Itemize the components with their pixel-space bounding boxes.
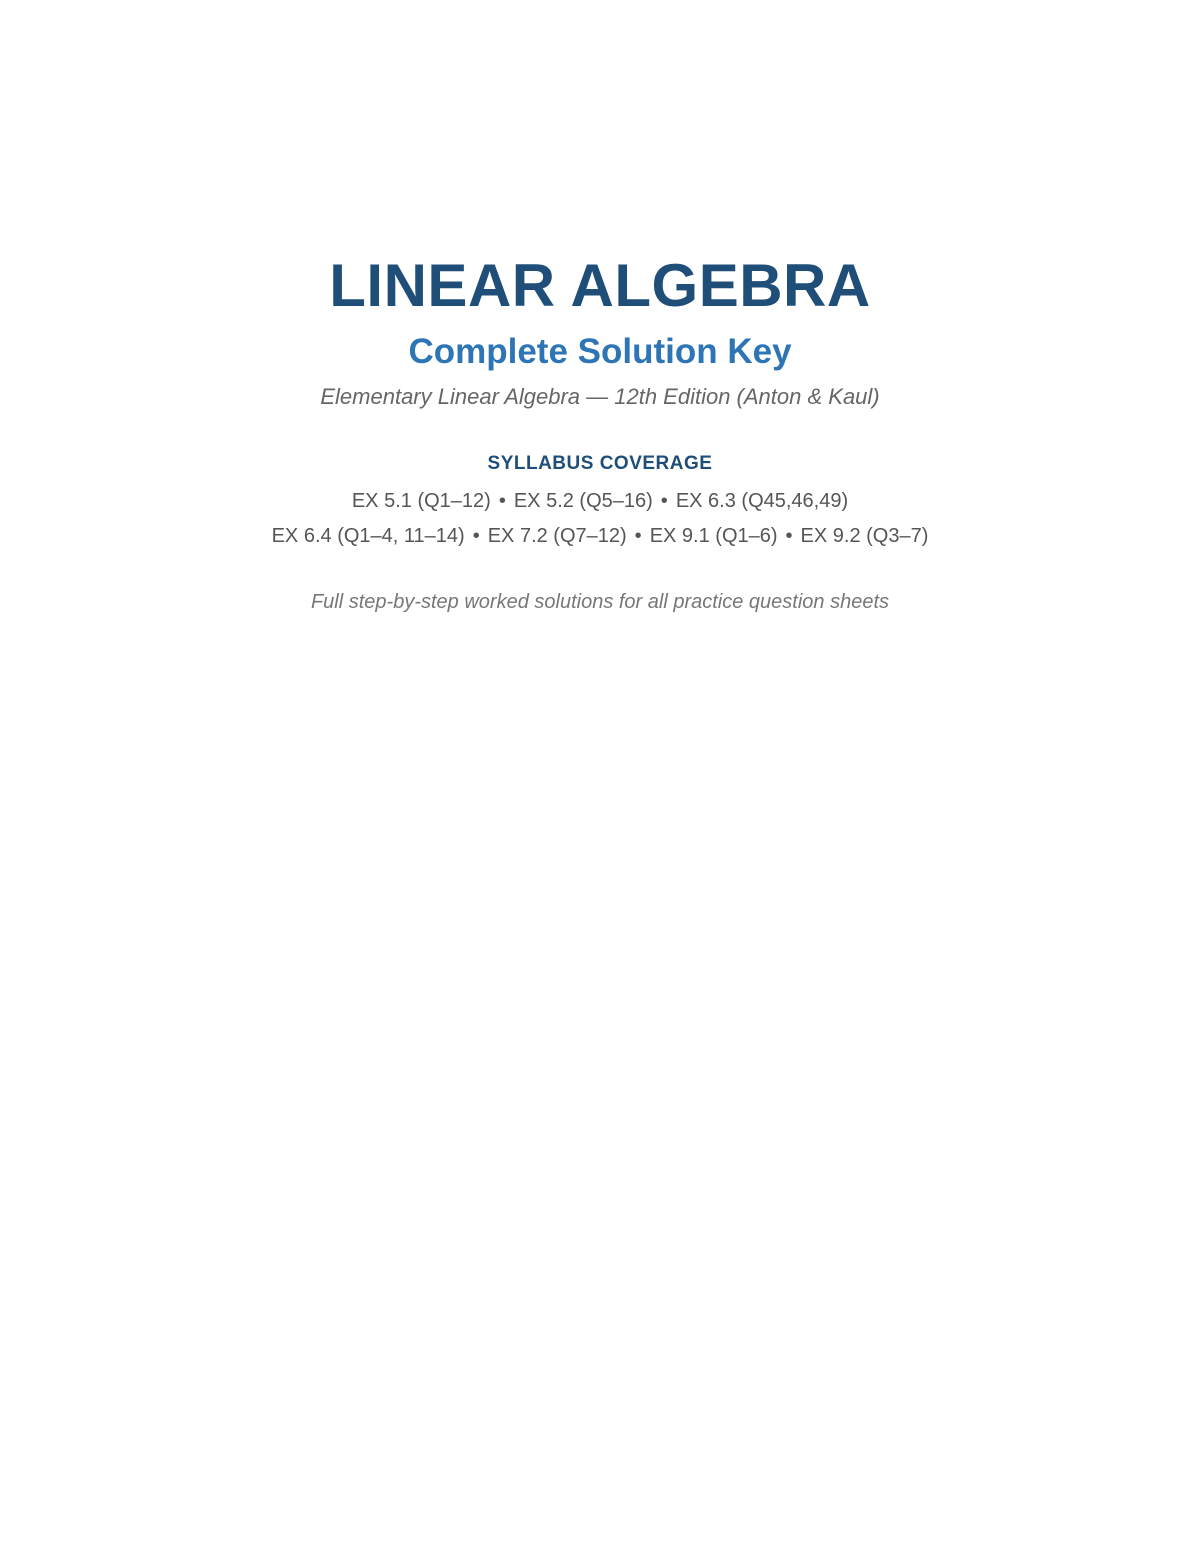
coverage-item: EX 9.1 (Q1–6) bbox=[649, 525, 778, 547]
document-title: LINEAR ALGEBRA bbox=[329, 252, 871, 319]
bullet-separator: • bbox=[472, 525, 480, 547]
syllabus-coverage-heading: SYLLABUS COVERAGE bbox=[487, 453, 713, 474]
coverage-item: EX 5.2 (Q5–16) bbox=[513, 490, 653, 512]
coverage-line-2 bbox=[0, 523, 1200, 549]
coverage-item: EX 6.4 (Q1–4, 11–14) bbox=[271, 525, 465, 547]
document-subtitle: Complete Solution Key bbox=[408, 332, 792, 371]
coverage-item: EX 5.1 (Q1–12) bbox=[351, 490, 491, 512]
textbook-edition: Elementary Linear Algebra — 12th Edition (Anton & Kaul) bbox=[320, 384, 880, 409]
bullet-separator: • bbox=[660, 490, 668, 512]
coverage-item: EX 6.3 (Q45,46,49) bbox=[675, 490, 849, 512]
coverage-line-1 bbox=[0, 488, 1200, 514]
coverage-item: EX 9.2 (Q3–7) bbox=[800, 525, 929, 547]
coverage-item: EX 7.2 (Q7–12) bbox=[487, 525, 627, 547]
bullet-separator: • bbox=[498, 490, 506, 512]
bullet-separator: • bbox=[634, 525, 642, 547]
bullet-separator: • bbox=[785, 525, 793, 547]
document-tagline: Full step-by-step worked solutions for all practice question sheets bbox=[310, 591, 890, 613]
